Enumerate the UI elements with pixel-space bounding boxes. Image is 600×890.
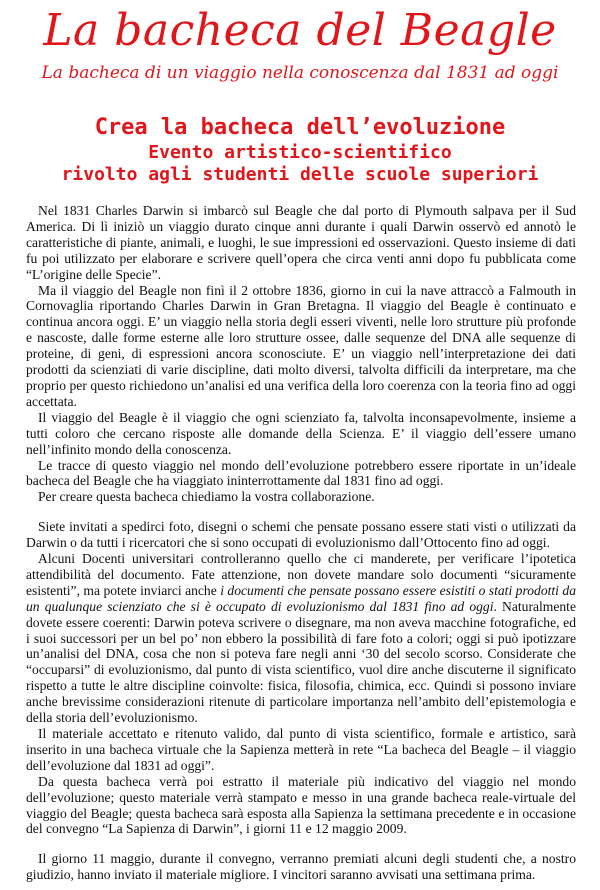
verification-text-end: . Naturalmente dovete essere coerenti: Darwin poteva scrivere o disegnare, ma non aveva macchine fotografiche, ed i suoi successori per un bel po’ non ebbero la possibilità di fare foto a colori; oggi si può ipotizzare un’analisi del DNA, cosa che non si poteva fare negli anni ‘30 del secolo scorso. Considerate che “occuparsi” di evoluzionismo, dal punto di vista scientifico, vuol dire anche discuterne il significato rispetto a tutte le altre discipline coinvolte: fisica, filosofia, chimica, ecc. Quindi si possono inviare anche brevissime considerazioni ritenute di particolare importanza nell’ambito dell’epistemologia e della storia dell’evoluzionismo. <box>26 598 576 726</box>
paragraph-exhibition: Da questa bacheca verrà poi estratto il materiale più indicativo del viaggio nel mondo dell’evoluzione; questo materiale verrà stampato e messo in una grande bacheca reale-virtuale del viaggio del Beagle; questa bacheca sarà esposta alla Sapienza la settimana precedente e in occasione del convegno “La Sapienza di Darwin”, i giorni 11 e 12 maggio 2009. <box>26 773 576 837</box>
body-text <box>26 203 576 883</box>
paragraph-awards: Il giorno 11 maggio, durante il convegno, verranno premiati alcuni degli studenti che, a nostro giudizio, hanno inviato il materiale migliore. I vincitori saranno avvisati una settimana prima. <box>26 851 576 883</box>
paragraph-ideal-board: Le tracce di questo viaggio nel mondo dell’evoluzione potrebbero essere riportate in un’ideale bacheca del Beagle che ha viaggiato ininterrottamente dal 1831 fino ad oggi. <box>26 457 576 489</box>
verification-text-start: Alcuni Docenti universitari controlleranno quello che ci manderete, per verificare l’ipotetica attendibilità del documento. Fate attenzione, non dovete mandare solo documenti “sicuramente esistenti”, ma potete inviarci anche <box>26 551 576 598</box>
paragraph-scientist-voyage: Il viaggio del Beagle è il viaggio che ogni scienziato fa, talvolta inconsapevolmente, insieme a tutti coloro che cercano risposte alle domande della Scienza. E’ il viaggio dell’essere umano nell’infinito mondo della conoscenza. <box>26 409 576 457</box>
event-heading: Crea la bacheca dell’evoluzione <box>94 115 506 140</box>
paragraph-verification <box>26 551 576 726</box>
paragraph-darwin-voyage: Nel 1831 Charles Darwin si imbarcò sul Beagle che dal porto di Plymouth salpava per il Sud America. Di lì iniziò un viaggio durato cinque anni durante i quali Darwin osservò ed annotò le caratteristiche di piante, animali, e luoghi, le sue impressioni ed osservazioni. Questo insieme di dati fu poi utilizzato per elaborare e scrivere quell’opera che circa venti anni dopo fu pubblicata come “L’origine delle Specie”. <box>26 203 576 282</box>
event-subheading: Evento artistico-scientifico <box>148 142 452 163</box>
paragraph-virtual-board: Il materiale accettato e ritenuto valido, dal punto di vista scientifico, formale e artistico, sarà inserito in una bacheca virtuale che la Sapienza metterà in rete “La bacheca del Beagle – il viaggio dell’evoluzione dal 1831 ad oggi”. <box>26 726 576 773</box>
paragraph-collaboration: Per creare questa bacheca chiediamo la vostra collaborazione. <box>38 489 375 505</box>
event-audience: rivolto agli studenti delle scuole superiori <box>61 164 539 185</box>
verification-text-emphasis: i documenti che pensate possano essere esistiti o stati prodotti da un qualunque scienziato che si è occupato di evoluzionismo dal 1831 fino ad oggi <box>26 582 576 614</box>
page-title: La bacheca del Beagle <box>43 5 557 56</box>
page-subtitle: La bacheca di un viaggio nella conoscenza dal 1831 ad oggi <box>41 63 559 83</box>
paragraph-voyage-continues: Ma il viaggio del Beagle non finì il 2 ottobre 1836, giorno in cui la nave attraccò a Falmouth in Cornovaglia riportando Charles Darwin in Gran Bretagna. Il viaggio del Beagle è continuato e continua ancora oggi. E’ un viaggio nella storia degli esseri viventi, nelle loro strutture più profonde e nascoste, dalle forme esterne alle loro strutture ossee, dalle sequenze del DNA alle sequenze di proteine, di geni, di espressioni ancora sconosciute. E’ un viaggio nell’interpretazione dei dati prodotti da scienziati di varie discipline, dati molto diversi, talvolta difficili da interpretare, ma che proprio per questo richiedono un’analisi ed una verifica della loro coerenza con la teoria fino ad oggi accettata. <box>26 282 576 409</box>
paragraph-invitation: Siete invitati a spedirci foto, disegni o schemi che pensate possano essere stati visti o utilizzati da Darwin o da tutti i ricercatori che si sono occupati di evoluzionismo dall’Ottocento fino ad oggi. <box>26 519 576 551</box>
